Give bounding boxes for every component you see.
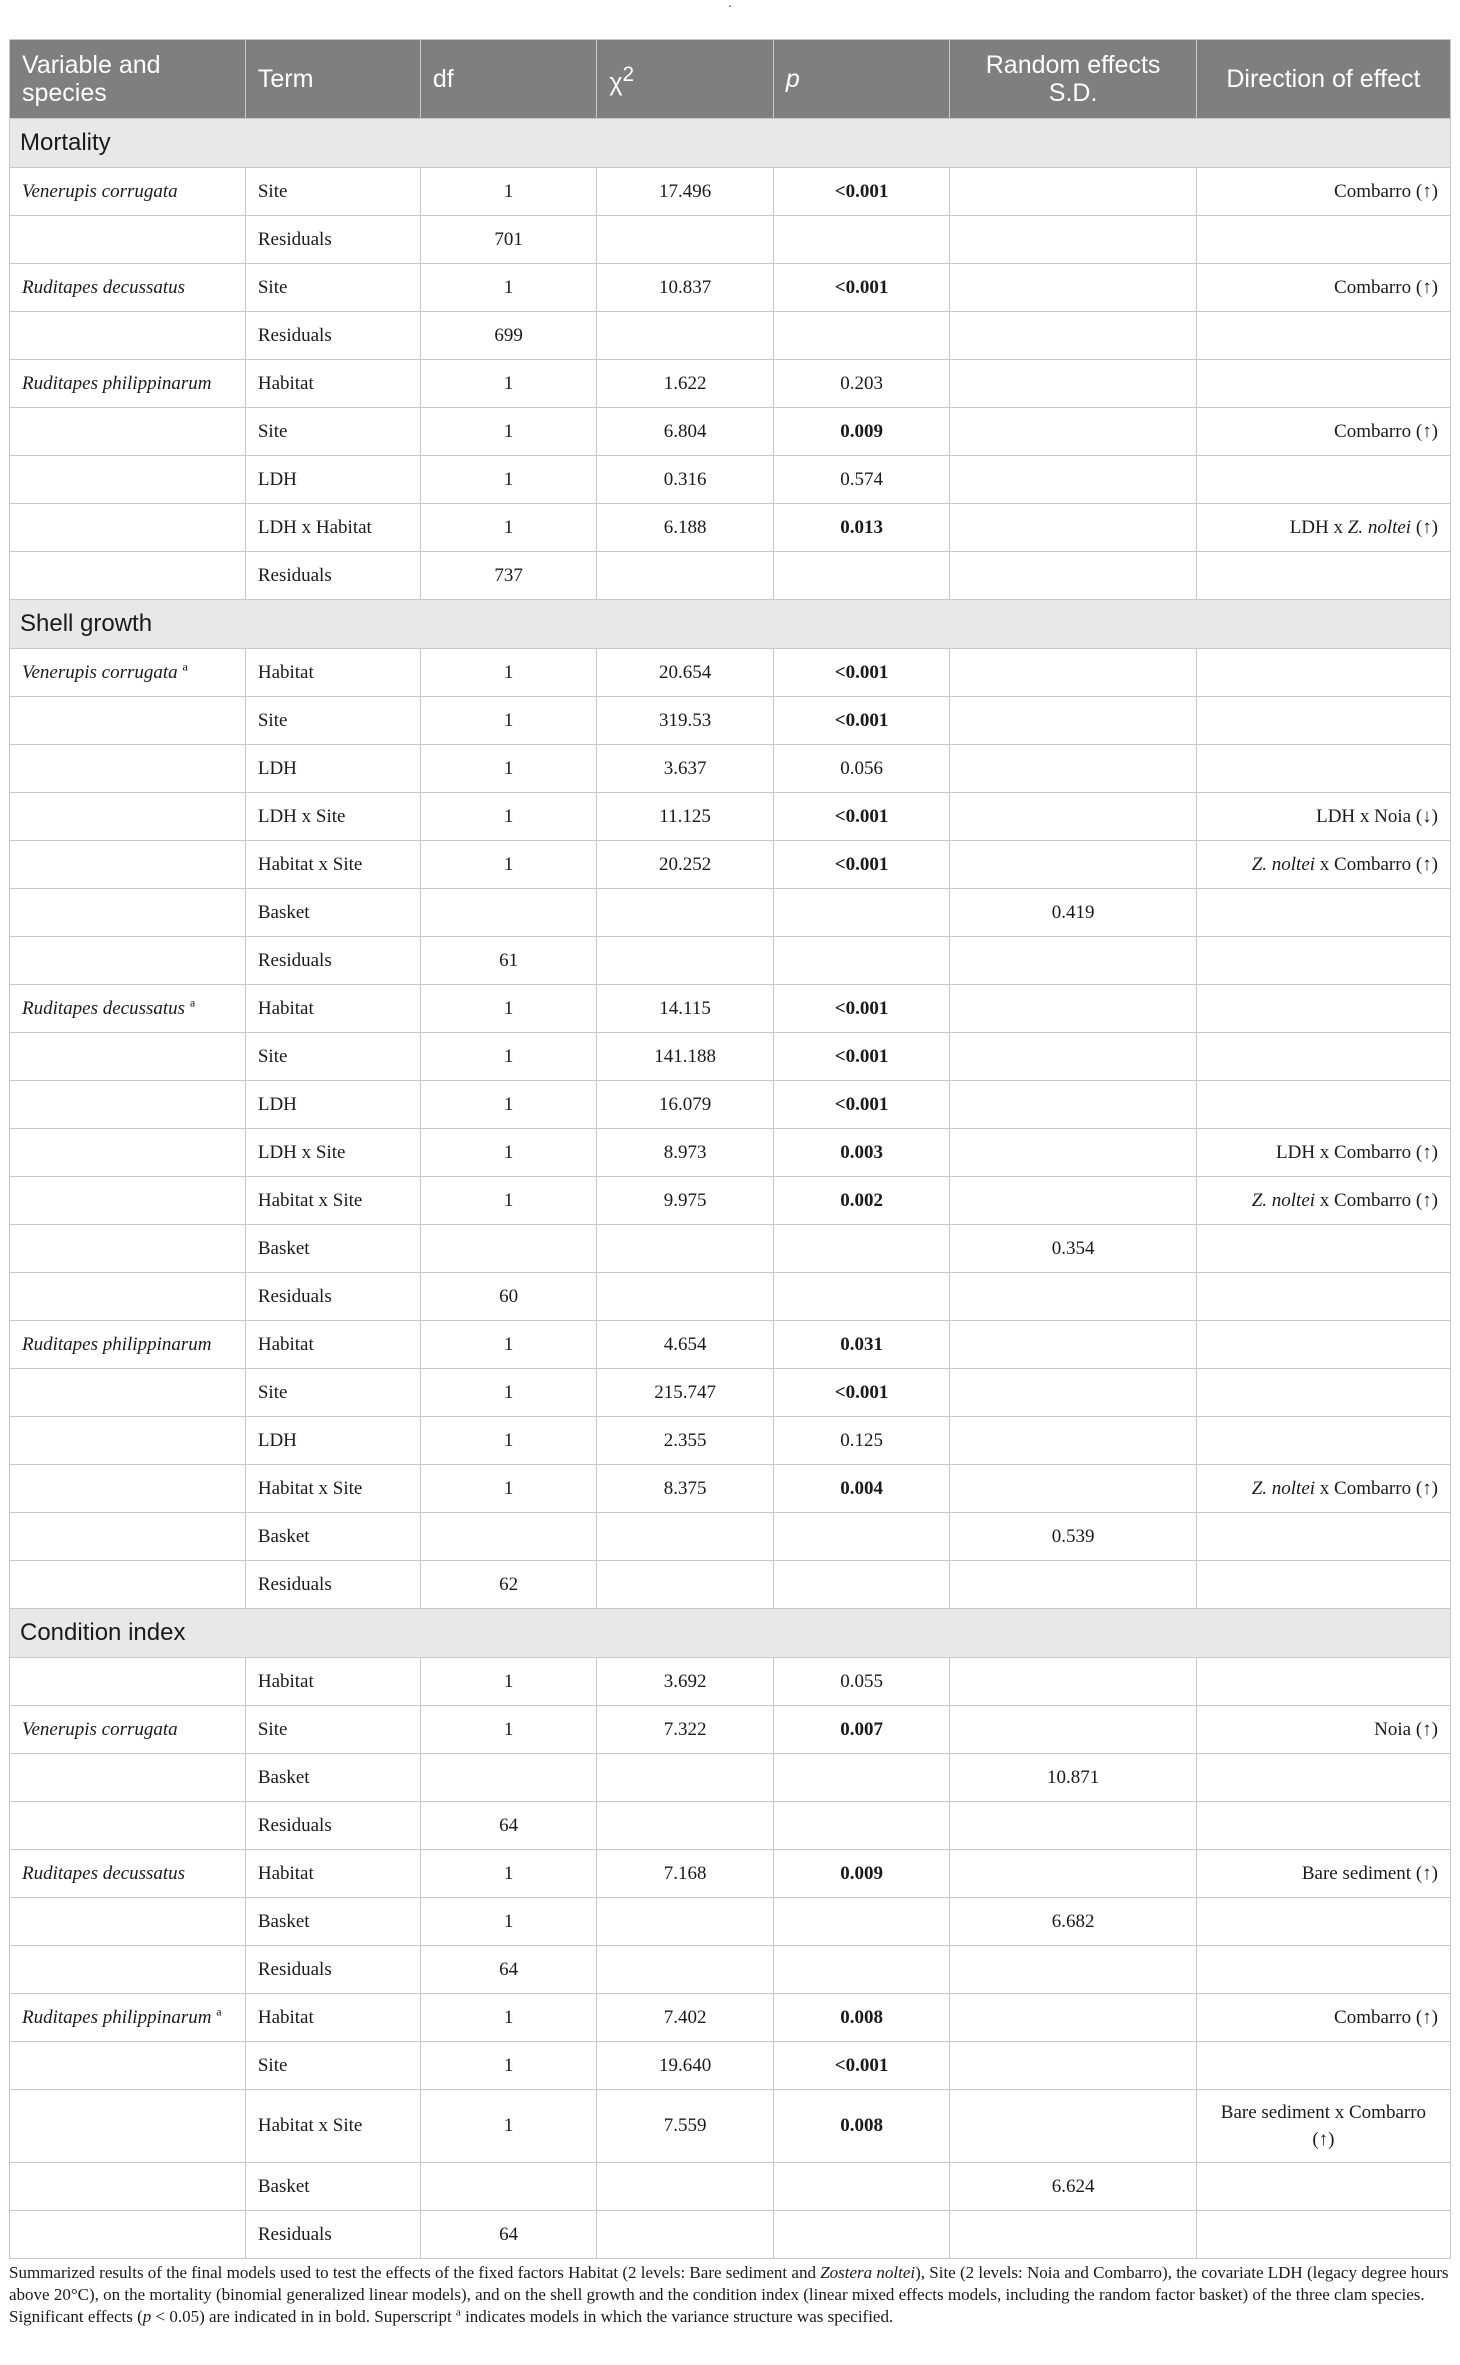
direction-cell: LDH x Z. noltei (↑) (1196, 504, 1450, 552)
random-cell: 0.419 (950, 889, 1197, 937)
p-cell: 0.125 (773, 1417, 950, 1465)
section-row (10, 600, 1451, 649)
term-cell: LDH x Site (245, 793, 420, 841)
df-cell: 62 (420, 1561, 597, 1609)
df-cell: 64 (420, 1946, 597, 1994)
df-cell: 1 (420, 1177, 597, 1225)
term-cell: Habitat (245, 360, 420, 408)
term-cell: Habitat x Site (245, 841, 420, 889)
p-cell: 0.007 (773, 1706, 950, 1754)
table-row (10, 1465, 1451, 1513)
term-cell: LDH (245, 745, 420, 793)
term-cell: LDH x Habitat (245, 504, 420, 552)
df-cell: 1 (420, 1465, 597, 1513)
df-cell: 1 (420, 2042, 597, 2090)
table-row (10, 408, 1451, 456)
chi2-cell: 2.355 (597, 1417, 774, 1465)
table-row (10, 697, 1451, 745)
header-row (10, 40, 1451, 119)
header-term: Term (245, 40, 420, 119)
random-cell: 6.682 (950, 1898, 1197, 1946)
df-cell: 1 (420, 264, 597, 312)
term-cell: Residuals (245, 216, 420, 264)
table-row (10, 1513, 1451, 1561)
p-cell: 0.004 (773, 1465, 950, 1513)
chi2-cell: 7.402 (597, 1994, 774, 2042)
direction-cell: Noia (↑) (1196, 1706, 1450, 1754)
species-cell: Ruditapes philippinarum $^a$ (10, 1994, 246, 2042)
p-cell: 0.009 (773, 1850, 950, 1898)
term-cell: Habitat x Site (245, 1465, 420, 1513)
direction-cell: Combarro (↑) (1196, 408, 1450, 456)
random-cell: 6.624 (950, 2163, 1197, 2211)
table-row (10, 1658, 1451, 1706)
term-cell: Habitat (245, 1850, 420, 1898)
table-row (10, 1129, 1451, 1177)
term-cell: Residuals (245, 1273, 420, 1321)
species-cell: Ruditapes decussatus (10, 1850, 246, 1898)
table-row (10, 216, 1451, 264)
header-direction: Direction of effect (1196, 40, 1450, 119)
df-cell: 1 (420, 1850, 597, 1898)
df-cell: 64 (420, 2211, 597, 2259)
term-cell: Site (245, 697, 420, 745)
table-row (10, 1273, 1451, 1321)
section-row (10, 1609, 1451, 1658)
df-cell: 1 (420, 1081, 597, 1129)
table-row (10, 1561, 1451, 1609)
direction-cell: Z. noltei x Combarro (↑) (1196, 1177, 1450, 1225)
p-cell: <0.001 (773, 841, 950, 889)
chi2-cell: 6.188 (597, 504, 774, 552)
p-cell: 0.013 (773, 504, 950, 552)
df-cell: 1 (420, 360, 597, 408)
term-cell: Basket (245, 1225, 420, 1273)
p-cell: 0.008 (773, 1994, 950, 2042)
p-cell: 0.009 (773, 408, 950, 456)
term-cell: Habitat x Site (245, 1177, 420, 1225)
p-cell: <0.001 (773, 985, 950, 1033)
table-row (10, 1417, 1451, 1465)
term-cell: Habitat (245, 985, 420, 1033)
direction-cell: LDH x Noia (↓) (1196, 793, 1450, 841)
table-row (10, 1994, 1451, 2042)
df-cell: 701 (420, 216, 597, 264)
table-row (10, 745, 1451, 793)
top-mark: · (727, 0, 733, 15)
df-cell: 1 (420, 1706, 597, 1754)
df-cell: 1 (420, 745, 597, 793)
header-df: df (420, 40, 597, 119)
chi2-cell: 3.637 (597, 745, 774, 793)
df-cell: 1 (420, 793, 597, 841)
table-row (10, 1177, 1451, 1225)
random-cell (950, 168, 1197, 216)
term-cell: Site (245, 2042, 420, 2090)
chi2-cell: 6.804 (597, 408, 774, 456)
species-cell: Ruditapes decussatus $^a$ (10, 985, 246, 1033)
df-cell: 1 (420, 649, 597, 697)
chi2-cell: 8.973 (597, 1129, 774, 1177)
table-row (10, 2211, 1451, 2259)
chi2-cell: 20.252 (597, 841, 774, 889)
table-row (10, 456, 1451, 504)
chi2-cell: 141.188 (597, 1033, 774, 1081)
chi2-cell: 19.640 (597, 2042, 774, 2090)
p-cell: <0.001 (773, 1081, 950, 1129)
term-cell: Basket (245, 1513, 420, 1561)
term-cell: Habitat x Site (245, 2090, 420, 2163)
table-row (10, 1706, 1451, 1754)
term-cell: Site (245, 168, 420, 216)
term-cell: Habitat (245, 1321, 420, 1369)
direction-cell: Bare sediment x Combarro (↑) (1196, 2090, 1450, 2163)
df-cell: 1 (420, 456, 597, 504)
results-table (9, 39, 1451, 2259)
term-cell: LDH (245, 1417, 420, 1465)
chi2-cell: 1.622 (597, 360, 774, 408)
term-cell: Site (245, 1369, 420, 1417)
table-row (10, 2163, 1451, 2211)
p-cell: <0.001 (773, 649, 950, 697)
df-cell: 1 (420, 697, 597, 745)
p-cell: <0.001 (773, 2042, 950, 2090)
chi2-cell: 7.559 (597, 2090, 774, 2163)
header-random: Random effects S.D. (950, 40, 1197, 119)
df-cell: 61 (420, 937, 597, 985)
term-cell: Residuals (245, 2211, 420, 2259)
table-row (10, 2090, 1451, 2163)
df-cell: 1 (420, 1658, 597, 1706)
term-cell: Habitat (245, 1658, 420, 1706)
p-cell: <0.001 (773, 697, 950, 745)
df-cell: 1 (420, 1369, 597, 1417)
term-cell: Habitat (245, 649, 420, 697)
header-variable: Variable and species (10, 40, 246, 119)
species-cell: Venerupis corrugata (10, 1706, 246, 1754)
table-row (10, 793, 1451, 841)
species-cell: Venerupis corrugata (10, 168, 246, 216)
random-cell: 10.871 (950, 1754, 1197, 1802)
table-row (10, 1850, 1451, 1898)
term-cell: Residuals (245, 1802, 420, 1850)
header-p: p (773, 40, 950, 119)
p-cell: <0.001 (773, 1369, 950, 1417)
term-cell: Residuals (245, 937, 420, 985)
df-cell: 1 (420, 1417, 597, 1465)
df-cell: 1 (420, 841, 597, 889)
chi2-cell: 4.654 (597, 1321, 774, 1369)
term-cell: Basket (245, 889, 420, 937)
direction-cell: Combarro (↑) (1196, 264, 1450, 312)
table-caption: Summarized results of the final models used to test the effects of the fixed factors Habitat (2 levels: Bare sediment and Zostera noltei), Site (2 levels: Noia and Combarro), the covariate LDH (legacy degree hours above 20°C), on the mortality (binomial generalized linear models), and on the shell growth and the condition index (linear mixed effects models, including the random factor basket) of the three clam species. Significant effects (p < 0.05) are indicated in in bold. Superscript $^a$ indicates models in which the variance structure was specified. (9, 2263, 1449, 2326)
table-row (10, 937, 1451, 985)
p-cell: 0.574 (773, 456, 950, 504)
table-row (10, 1081, 1451, 1129)
df-cell: 1 (420, 1321, 597, 1369)
df-cell: 60 (420, 1273, 597, 1321)
table-row (10, 552, 1451, 600)
table-row (10, 264, 1451, 312)
p-cell: 0.203 (773, 360, 950, 408)
p-cell: 0.055 (773, 1658, 950, 1706)
p-cell: 0.003 (773, 1129, 950, 1177)
term-cell: Residuals (245, 312, 420, 360)
term-cell: LDH (245, 456, 420, 504)
table-row (10, 2042, 1451, 2090)
df-cell: 1 (420, 1129, 597, 1177)
term-cell: LDH (245, 1081, 420, 1129)
random-cell: 0.354 (950, 1225, 1197, 1273)
p-cell: 0.031 (773, 1321, 950, 1369)
header-chi2: $\chi^2$ (597, 40, 774, 119)
table-row (10, 504, 1451, 552)
chi2-cell: 0.316 (597, 456, 774, 504)
table-row (10, 1321, 1451, 1369)
table-row (10, 1033, 1451, 1081)
term-cell: LDH x Site (245, 1129, 420, 1177)
term-cell: Site (245, 408, 420, 456)
table-row (10, 168, 1451, 216)
df-cell: 1 (420, 408, 597, 456)
term-cell: Residuals (245, 552, 420, 600)
table-row (10, 1369, 1451, 1417)
p-cell: <0.001 (773, 793, 950, 841)
df-cell: 737 (420, 552, 597, 600)
df-cell: 699 (420, 312, 597, 360)
chi2-cell: 215.747 (597, 1369, 774, 1417)
section-growth: Shell growth (10, 600, 1451, 649)
term-cell: Site (245, 1033, 420, 1081)
table-row (10, 649, 1451, 697)
term-cell: Residuals (245, 1561, 420, 1609)
species-cell: Ruditapes philippinarum (10, 360, 246, 408)
df-cell: 1 (420, 985, 597, 1033)
chi2-cell: 17.496 (597, 168, 774, 216)
table-row (10, 1754, 1451, 1802)
species-cell: Ruditapes decussatus (10, 264, 246, 312)
df-cell: 1 (420, 1994, 597, 2042)
term-cell: Basket (245, 1898, 420, 1946)
p-cell: <0.001 (773, 168, 950, 216)
table-row (10, 360, 1451, 408)
direction-cell: Z. noltei x Combarro (↑) (1196, 841, 1450, 889)
table-row (10, 1898, 1451, 1946)
table-row (10, 1225, 1451, 1273)
chi2-cell: 10.837 (597, 264, 774, 312)
chi2-cell: 11.125 (597, 793, 774, 841)
section-mortality: Mortality (10, 119, 1451, 168)
df-cell: 1 (420, 168, 597, 216)
section-condition: Condition index (10, 1609, 1451, 1658)
direction-cell: Combarro (↑) (1196, 1994, 1450, 2042)
chi2-cell: 7.322 (597, 1706, 774, 1754)
chi2-cell: 14.115 (597, 985, 774, 1033)
table-row (10, 985, 1451, 1033)
chi2-cell: 3.692 (597, 1658, 774, 1706)
p-cell: 0.056 (773, 745, 950, 793)
df-cell: 1 (420, 1033, 597, 1081)
chi2-cell: 20.654 (597, 649, 774, 697)
term-cell: Basket (245, 2163, 420, 2211)
table-row (10, 841, 1451, 889)
direction-cell: Z. noltei x Combarro (↑) (1196, 1465, 1450, 1513)
chi2-cell: 8.375 (597, 1465, 774, 1513)
direction-cell: Bare sediment (↑) (1196, 1850, 1450, 1898)
term-cell: Basket (245, 1754, 420, 1802)
table-row (10, 312, 1451, 360)
p-cell: 0.008 (773, 2090, 950, 2163)
direction-cell: LDH x Combarro (↑) (1196, 1129, 1450, 1177)
table-row (10, 1802, 1451, 1850)
term-cell: Habitat (245, 1994, 420, 2042)
term-cell: Site (245, 1706, 420, 1754)
direction-cell: Combarro (↑) (1196, 168, 1450, 216)
table-row (10, 889, 1451, 937)
p-cell: <0.001 (773, 264, 950, 312)
species-cell: Venerupis corrugata $^a$ (10, 649, 246, 697)
chi2-cell: 9.975 (597, 1177, 774, 1225)
chi2-cell: 7.168 (597, 1850, 774, 1898)
term-cell: Site (245, 264, 420, 312)
species-cell: Ruditapes philippinarum (10, 1321, 246, 1369)
df-cell: 1 (420, 504, 597, 552)
df-cell: 1 (420, 1898, 597, 1946)
table-row (10, 1946, 1451, 1994)
chi2-cell: 319.53 (597, 697, 774, 745)
df-cell: 64 (420, 1802, 597, 1850)
term-cell: Residuals (245, 1946, 420, 1994)
p-cell: 0.002 (773, 1177, 950, 1225)
chi2-cell: 16.079 (597, 1081, 774, 1129)
random-cell: 0.539 (950, 1513, 1197, 1561)
p-cell: <0.001 (773, 1033, 950, 1081)
section-row (10, 119, 1451, 168)
df-cell: 1 (420, 2090, 597, 2163)
